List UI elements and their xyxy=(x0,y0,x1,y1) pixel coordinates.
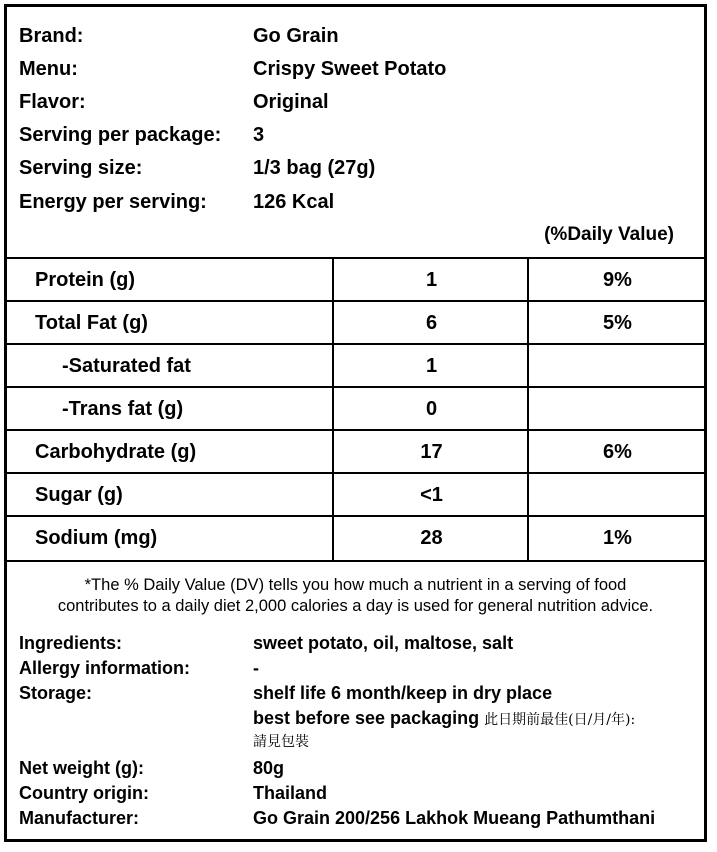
nutrition-label xyxy=(4,4,707,842)
nutrient-dv: 5% xyxy=(527,302,706,343)
info-label: Menu: xyxy=(19,58,78,80)
info-value: Go Grain xyxy=(253,25,339,47)
storage-cjk-text: 此日期前最佳(日/月/年): xyxy=(484,712,636,728)
info-value: 1/3 bag (27g) xyxy=(253,157,376,179)
nutrient-amount: 0 xyxy=(332,388,529,429)
nutrient-table xyxy=(7,257,704,562)
nutrient-name: Protein (g) xyxy=(35,269,135,291)
table-row xyxy=(7,517,704,560)
table-row xyxy=(7,474,704,517)
nutrient-dv: 6% xyxy=(527,431,706,472)
nutrient-dv xyxy=(527,388,706,429)
detail-label: Allergy information: xyxy=(19,658,191,678)
footnote-line: *The % Daily Value (DV) tells you how much a nutrient in a serving of food xyxy=(84,576,627,594)
storage-cjk-text: 請見包裝 xyxy=(253,734,309,750)
info-value: Crispy Sweet Potato xyxy=(253,58,447,80)
nutrient-amount: 17 xyxy=(332,431,529,472)
nutrient-dv: 1% xyxy=(527,517,706,560)
info-label: Serving per package: xyxy=(19,124,222,146)
info-value: 126 Kcal xyxy=(253,191,335,213)
table-row xyxy=(7,431,704,474)
detail-value: shelf life 6 month/keep in dry place xyxy=(253,683,553,703)
nutrient-dv xyxy=(527,474,706,515)
info-label: Brand: xyxy=(19,25,84,47)
table-row xyxy=(7,259,704,302)
table-row xyxy=(7,345,704,388)
table-row xyxy=(7,388,704,431)
detail-value xyxy=(253,706,635,732)
footnote-line: contributes to a daily diet 2,000 calories a day is used for general nutrition advice. xyxy=(57,597,654,615)
detail-label: Manufacturer: xyxy=(19,808,140,828)
info-value: 3 xyxy=(253,124,265,146)
nutrient-name: Sugar (g) xyxy=(35,484,123,506)
info-value: Original xyxy=(253,91,329,113)
nutrient-amount: 1 xyxy=(332,259,529,300)
detail-value: Go Grain 200/256 Lakhok Mueang Pathumthani xyxy=(253,808,656,828)
info-label: Energy per serving: xyxy=(19,191,207,213)
nutrient-name: -Saturated fat xyxy=(62,355,191,377)
nutrient-amount: 6 xyxy=(332,302,529,343)
info-label: Serving size: xyxy=(19,157,143,179)
detail-value: - xyxy=(253,658,259,678)
nutrient-dv xyxy=(527,345,706,386)
detail-label: Ingredients: xyxy=(19,633,123,653)
detail-value: sweet potato, oil, maltose, salt xyxy=(253,633,514,653)
nutrient-dv: 9% xyxy=(527,259,706,300)
nutrient-name: -Trans fat (g) xyxy=(62,398,184,420)
storage-best-before: best before see packaging xyxy=(253,708,480,728)
table-row xyxy=(7,302,704,345)
daily-value-footnote xyxy=(7,575,704,617)
nutrient-name: Sodium (mg) xyxy=(35,527,158,549)
nutrient-amount: 1 xyxy=(332,345,529,386)
detail-value: 80g xyxy=(253,758,285,778)
detail-label: Net weight (g): xyxy=(19,758,144,778)
detail-label: Storage: xyxy=(19,683,93,703)
info-label: Flavor: xyxy=(19,91,86,113)
detail-value: Thailand xyxy=(253,783,328,803)
nutrient-amount: 28 xyxy=(332,517,529,560)
nutrient-name: Carbohydrate (g) xyxy=(35,441,197,463)
detail-label: Country origin: xyxy=(19,783,149,803)
nutrient-amount: <1 xyxy=(332,474,529,515)
nutrient-name: Total Fat (g) xyxy=(35,312,148,334)
daily-value-header: (%Daily Value) xyxy=(544,224,674,245)
